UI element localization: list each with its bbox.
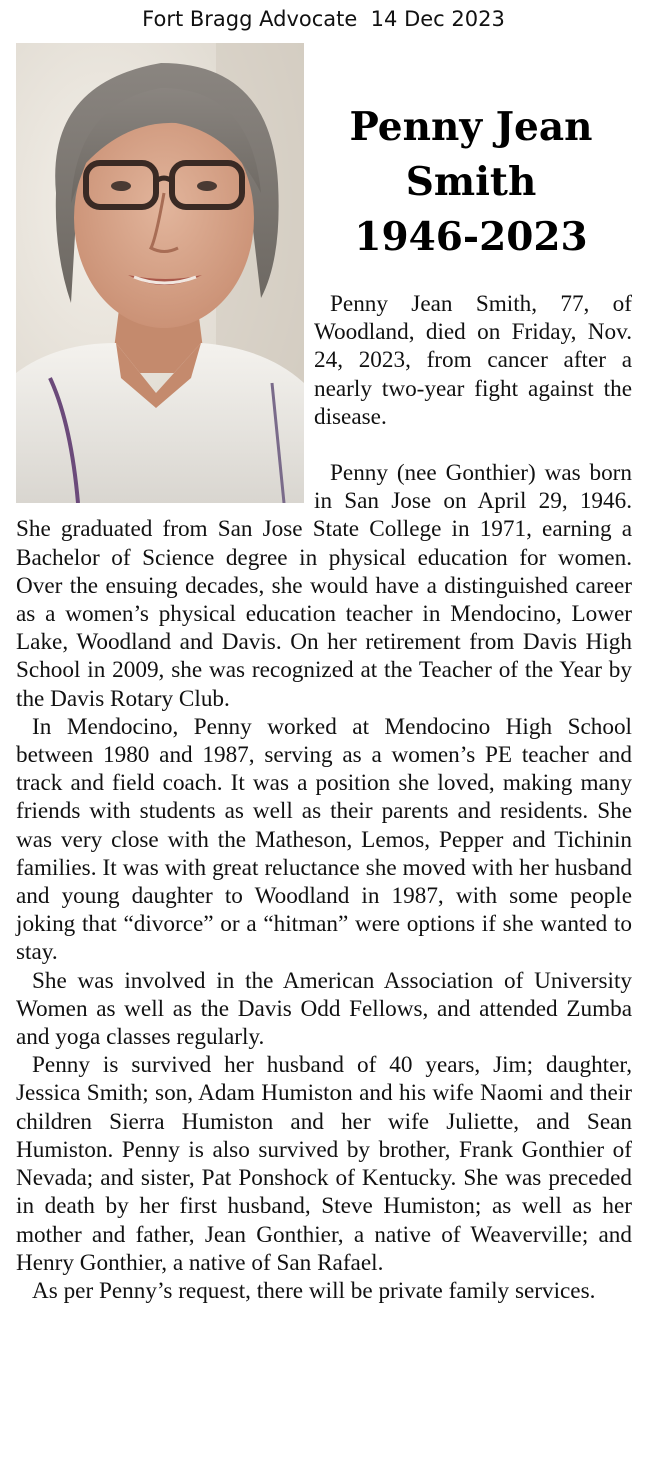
publication-date: 14 Dec 2023: [370, 7, 505, 31]
paragraph: Penny (nee Gonthier) was born in San Jose on April 29, 1946. She graduated from San Jose State College in 1971, earning a Bachelor of Science degree in physical education for women. Over the ensuing decades, she would have a distinguished career as a women’s physical education teacher in Mendocino, Lower Lake, Woodland and Davis. On her retirement from Davis High School in 2009, she was recognized at the Teacher of the Year by the Davis Rotary Club.: [16, 460, 632, 712]
obituary-title: [312, 100, 630, 265]
publication-name: Fort Bragg Advocate: [142, 7, 358, 31]
photo-wrap-spacer: [16, 290, 314, 504]
paragraph: In Mendocino, Penny worked at Mendocino High School between 1980 and 1987, serving as a women’s PE teacher and track and field coach. It was a position she loved, making many friends with students as well as their parents and residents. She was very close with the Matheson, Lemos, Pepper and Tichinin families. It was with great reluctance she moved with her husband and young daughter to Woodland in 1987, with some people joking that “divorce” or a “hitman” were options if she wanted to stay.: [16, 713, 632, 966]
paragraph: Penny is survived her husband of 40 years, Jim; daughter, Jessica Smith; son, Adam Humiston and his wife Naomi and their children Sierra Humiston and her wife Juliette, and Sean Humiston. Penny is also survived by brother, Frank Gonthier of Nevada; and sister, Pat Ponshock of Kentucky. She was preceded in death by her first husband, Steve Humiston; as well as her mother and father, Jean Gonthier, a native of Weaverville; and Henry Gonthier, a native of San Rafael.: [16, 1052, 632, 1276]
name-line-1: Penny Jean: [349, 104, 593, 150]
paragraph: She was involved in the American Association of University Women as well as the Davis Odd Fellows, and attended Zumba and yoga classes regularly.: [16, 967, 632, 1051]
newspaper-header: [0, 4, 647, 34]
name-line-2: Smith: [405, 159, 537, 205]
paragraph: Penny Jean Smith, 77, of Woodland, died on Friday, Nov. 24, 2023, from cancer after a nearly two-year fight against the disease.: [314, 291, 632, 430]
obituary-body: [16, 290, 632, 1305]
life-years: 1946-2023: [354, 214, 588, 260]
paragraph: As per Penny’s request, there will be private family services.: [32, 1277, 596, 1304]
